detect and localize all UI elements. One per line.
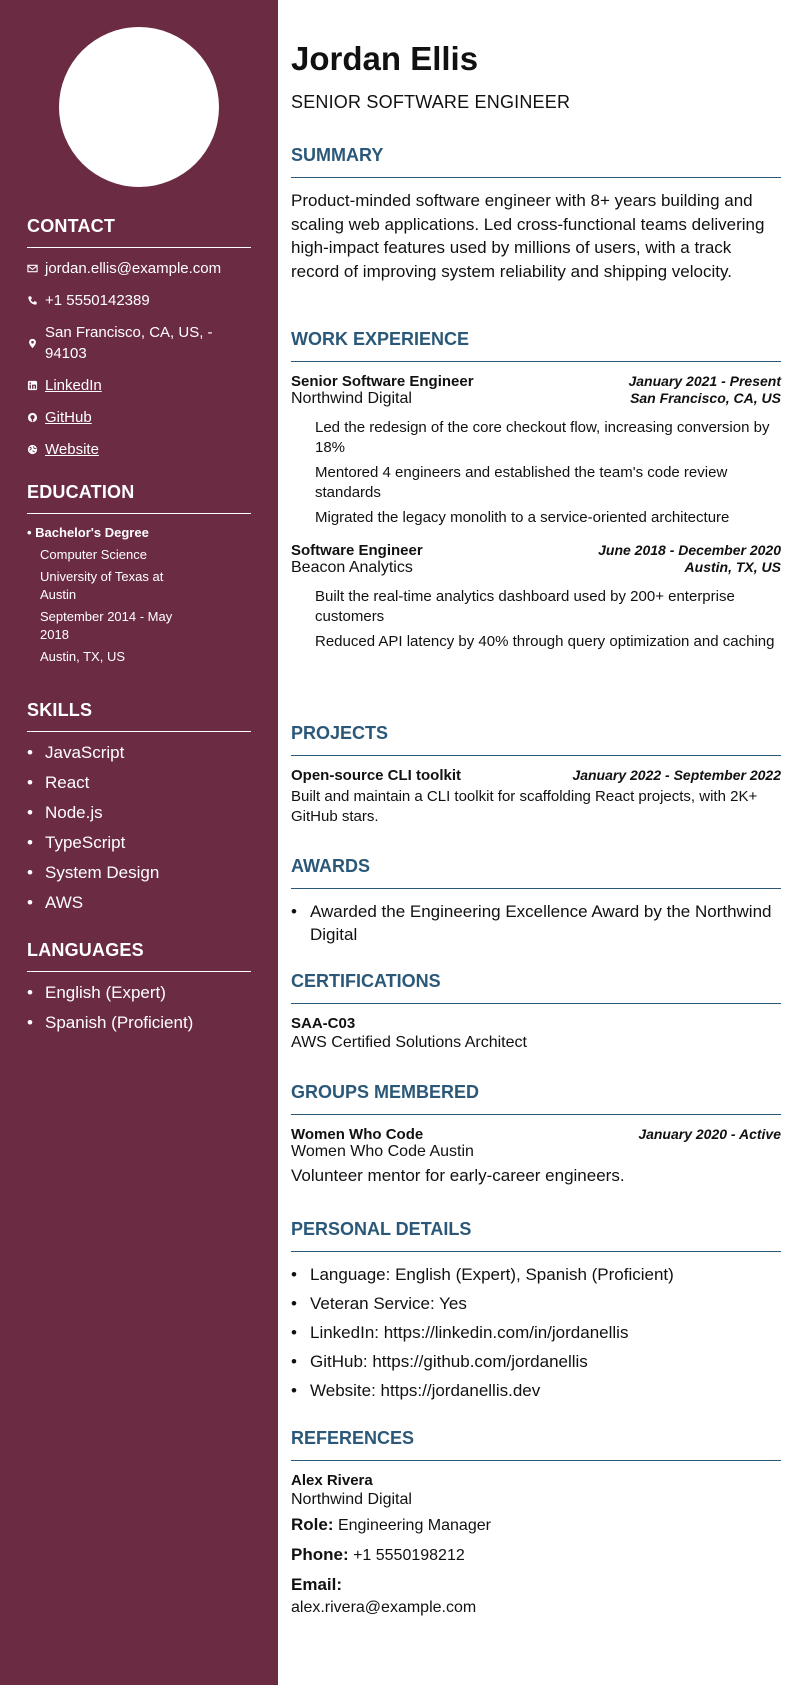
phone-icon — [27, 290, 45, 311]
personal-detail-item: • Website: https://jordanellis.dev — [291, 1381, 541, 1400]
groups-section — [291, 1082, 781, 1187]
reference-email-label: Email: — [291, 1575, 343, 1594]
job-title: Software Engineer — [291, 542, 423, 559]
experience-section — [291, 329, 781, 657]
job-bullet: Reduced API latency by 40% through query optimization and caching — [315, 633, 775, 650]
job-bullet: Built the real-time analytics dashboard used by 200+ enterprise customers — [315, 588, 735, 625]
skills-heading: SKILLS — [27, 700, 251, 732]
job-bullet: Led the redesign of the core checkout flow, increasing conversion by 18% — [315, 419, 770, 456]
contact-phone-text[interactable]: +1 5550142389 — [45, 292, 150, 309]
education-degree: • Bachelor's Degree — [27, 525, 149, 540]
certifications-section — [291, 971, 781, 1054]
skills-section — [27, 700, 251, 922]
languages-section — [27, 940, 251, 1042]
reference-company: Northwind Digital — [291, 1491, 412, 1508]
awards-section — [291, 856, 781, 952]
contact-email[interactable] — [27, 258, 251, 279]
project-description: Built and maintain a CLI toolkit for scaffolding React projects, with 2K+ GitHub stars. — [291, 788, 758, 825]
reference-role: Role: Engineering Manager — [291, 1515, 491, 1534]
job-entry — [291, 373, 781, 528]
contact-location-text: San Francisco, CA, US, - 94103 — [45, 324, 213, 362]
education-field: Computer Science — [40, 547, 147, 562]
location-pin-icon — [27, 322, 45, 364]
job-entry — [291, 542, 781, 652]
contact-location — [27, 322, 251, 364]
job-location: San Francisco, CA, US — [630, 390, 781, 406]
group-name: Women Who Code — [291, 1126, 424, 1143]
skill-item: • React — [27, 773, 90, 792]
projects-heading: PROJECTS — [291, 723, 781, 756]
languages-heading: LANGUAGES — [27, 940, 251, 972]
skill-item: • AWS — [27, 893, 84, 912]
project-dates: January 2022 - September 2022 — [572, 767, 781, 783]
award-item: • Awarded the Engineering Excellence Award by the Northwind Digital — [291, 902, 772, 944]
group-chapter: Women Who Code Austin — [291, 1143, 474, 1160]
job-company: Beacon Analytics — [291, 559, 413, 576]
linkedin-icon — [27, 375, 45, 396]
education-school: University of Texas at Austin — [40, 569, 164, 602]
reference-name: Alex Rivera — [291, 1472, 373, 1489]
projects-section — [291, 723, 781, 827]
sidebar — [0, 0, 278, 1685]
experience-heading: WORK EXPERIENCE — [291, 329, 781, 362]
education-section — [27, 482, 251, 666]
skill-item: • System Design — [27, 863, 160, 882]
certification-code: SAA-C03 — [291, 1015, 356, 1032]
summary-text: Product-minded software engineer with 8+ years building and scaling web applications. Led cross-functional teams delivering high-impact features used by millions of users, with a track record of improving system reliability and shipping velocity. — [291, 191, 765, 281]
job-title: Senior Software Engineer — [291, 373, 474, 390]
reference-phone: Phone: +1 5550198212 — [291, 1545, 465, 1564]
skill-item: • JavaScript — [27, 743, 125, 762]
github-link[interactable]: GitHub — [45, 409, 92, 426]
mail-icon — [27, 258, 45, 279]
group-dates: January 2020 - Active — [638, 1126, 781, 1142]
candidate-title: SENIOR SOFTWARE ENGINEER — [291, 92, 571, 112]
awards-heading: AWARDS — [291, 856, 781, 889]
reference-email: alex.rivera@example.com — [291, 1599, 477, 1616]
website-link[interactable]: Website — [45, 441, 99, 458]
personal-detail-item: • LinkedIn: https://linkedin.com/in/jordanellis — [291, 1323, 629, 1342]
certification-name: AWS Certified Solutions Architect — [291, 1034, 527, 1051]
personal-detail-item: • Language: English (Expert), Spanish (Proficient) — [291, 1265, 674, 1284]
contact-github[interactable] — [27, 407, 251, 428]
project-entry — [291, 767, 781, 827]
profile-photo — [59, 27, 219, 187]
language-item: • Spanish (Proficient) — [27, 1013, 194, 1032]
group-entry — [291, 1126, 781, 1187]
contact-email-text[interactable]: jordan.ellis@example.com — [45, 260, 222, 277]
personal-details-heading: PERSONAL DETAILS — [291, 1219, 781, 1252]
personal-details-section — [291, 1219, 781, 1408]
contact-phone[interactable] — [27, 290, 251, 311]
skill-item: • TypeScript — [27, 833, 126, 852]
candidate-name: Jordan Ellis — [291, 40, 479, 77]
linkedin-link[interactable]: LinkedIn — [45, 377, 102, 394]
education-location: Austin, TX, US — [40, 649, 126, 664]
job-location: Austin, TX, US — [684, 559, 781, 575]
education-dates: September 2014 - May 2018 — [40, 609, 173, 642]
language-item: • English (Expert) — [27, 983, 166, 1002]
job-dates: June 2018 - December 2020 — [598, 542, 781, 558]
references-heading: REFERENCES — [291, 1428, 781, 1461]
summary-section — [291, 145, 781, 283]
job-bullet: Migrated the legacy monolith to a service-oriented architecture — [315, 509, 730, 526]
personal-detail-item: • Veteran Service: Yes — [291, 1294, 467, 1313]
contact-section — [27, 216, 251, 471]
contact-linkedin[interactable] — [27, 375, 251, 396]
group-description: Volunteer mentor for early-career engineers. — [291, 1166, 625, 1185]
globe-icon — [27, 439, 45, 460]
groups-heading: GROUPS MEMBERED — [291, 1082, 781, 1115]
certifications-heading: CERTIFICATIONS — [291, 971, 781, 1004]
contact-heading: CONTACT — [27, 216, 251, 248]
personal-detail-item: • GitHub: https://github.com/jordanellis — [291, 1352, 588, 1371]
job-dates: January 2021 - Present — [628, 373, 781, 389]
job-bullet: Mentored 4 engineers and established the team's code review standards — [315, 464, 728, 501]
references-section — [291, 1428, 781, 1619]
education-heading: EDUCATION — [27, 482, 251, 514]
contact-website[interactable] — [27, 439, 251, 460]
skill-item: • Node.js — [27, 803, 103, 822]
project-name: Open-source CLI toolkit — [291, 767, 462, 784]
github-icon — [27, 407, 45, 428]
job-company: Northwind Digital — [291, 390, 412, 407]
summary-heading: SUMMARY — [291, 145, 781, 178]
